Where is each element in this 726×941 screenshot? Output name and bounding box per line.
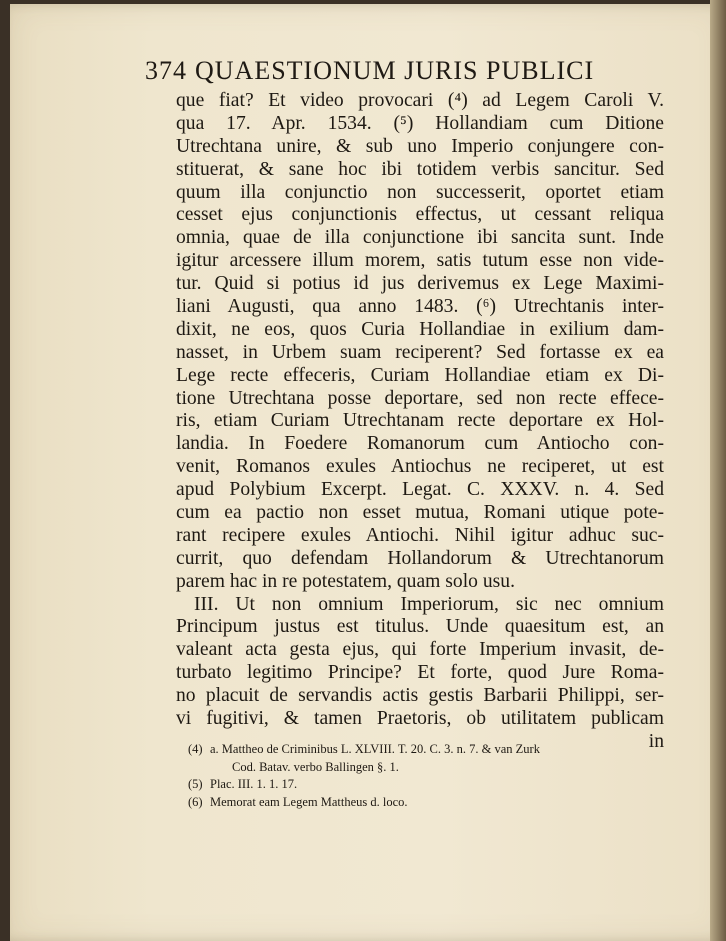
text-line: vi fugitivi, & tamen Praetoris, ob utilitatem publicam <box>176 708 664 730</box>
text-line: rant recipere exules Antiochi. Nihil igitur adhuc suc- <box>176 524 664 546</box>
text-line: dixit, ne eos, quos Curia Hollandiae in exilium dam- <box>176 318 664 340</box>
footnote-mark: (6) <box>188 794 203 809</box>
main-text <box>176 90 664 754</box>
text-line: liani Augusti, qua anno 1483. (⁶) Utrechtanis inter- <box>176 296 664 318</box>
text-line: cum ea pactio non esset mutua, Romani utique pote- <box>176 502 664 524</box>
text-line: qua 17. Apr. 1534. (⁵) Hollandiam cum Ditione <box>176 112 664 134</box>
text-line: venit, Romanos exules Antiochus ne reciperet, ut est <box>176 456 664 478</box>
footnote-mark: (5) <box>188 777 203 791</box>
text-line: stituerat, & sane hoc ibi totidem verbis sancitur. Sed <box>176 158 664 180</box>
text-line: Principum justus est titulus. Unde quaesitum est, an <box>176 616 664 638</box>
book-page <box>10 4 726 941</box>
section-start-line: III. Ut non omnium Imperiorum, sic nec omnium <box>194 593 664 615</box>
text-line: cesset ejus conjunctionis effectus, ut cessant reliqua <box>176 204 664 226</box>
page-header <box>145 56 645 86</box>
footnotes <box>188 741 664 811</box>
text-line: nasset, in Urbem suam reciperent? Sed fortasse ex ea <box>176 341 664 363</box>
text-line: igitur arcessere illum morem, satis tutum esse non vide- <box>176 250 664 272</box>
footnote-5 <box>188 776 664 794</box>
text-line: tione Utrechtana posse deportare, sed non recte effece- <box>176 387 664 409</box>
text-line: que fiat? Et video provocari (⁴) ad Legem Caroli V. <box>176 90 664 111</box>
text-line: Lege recte effeceris, Curiam Hollandiae etiam ex Di- <box>176 364 664 386</box>
text-line: no placuit de servandis actis gestis Barbarii Philippi, ser- <box>176 685 664 707</box>
book-spine <box>710 0 726 941</box>
text-line: apud Polybium Excerpt. Legat. C. XXXV. n. 4. Sed <box>176 479 664 501</box>
text-line: landia. In Foedere Romanorum cum Antiocho con- <box>176 433 664 455</box>
text-line: tur. Quid si potius id jus derivemus ex Lege Maximi- <box>176 273 664 295</box>
catchword: in <box>648 730 664 752</box>
footnote-4 <box>188 741 664 759</box>
running-title: QUAESTIONUM JURIS PUBLICI <box>195 56 595 85</box>
text-line: ris, etiam Curiam Utrechtanam recte deportare ex Hol- <box>176 410 664 432</box>
footnote-text: a. Mattheo de Criminibus L. XLVIII. T. 20. C. 3. n. 7. & van Zurk <box>210 742 540 756</box>
footnote-mark: (4) <box>188 742 203 756</box>
text-line: parem hac in re potestatem, quam solo usu. <box>176 570 515 592</box>
text-line: valeant acta gesta ejus, qui forte Imperium invasit, de- <box>176 639 664 661</box>
text-line: quum illa conjunctio non successerit, oportet etiam <box>176 181 664 203</box>
footnote-4-continued <box>188 759 664 777</box>
footnote-text: Cod. Batav. verbo Ballingen §. 1. <box>232 759 399 774</box>
text-line: Utrechtana unire, & sub uno Imperio conjungere con- <box>176 135 664 157</box>
footnote-text: Plac. III. 1. 1. 17. <box>210 777 298 791</box>
footnote-text: Memorat eam Legem Mattheus d. loco. <box>210 794 408 809</box>
text-line: turbato legitimo Principe? Et forte, quod Jure Roma- <box>176 662 664 684</box>
text-line: omnia, quae de illa conjunctione ibi sancita sunt. Inde <box>176 227 664 249</box>
footnote-6 <box>188 794 664 812</box>
text-line: currit, quo defendam Hollandorum & Utrechtanorum <box>176 547 664 569</box>
page-number: 374 <box>145 56 187 85</box>
